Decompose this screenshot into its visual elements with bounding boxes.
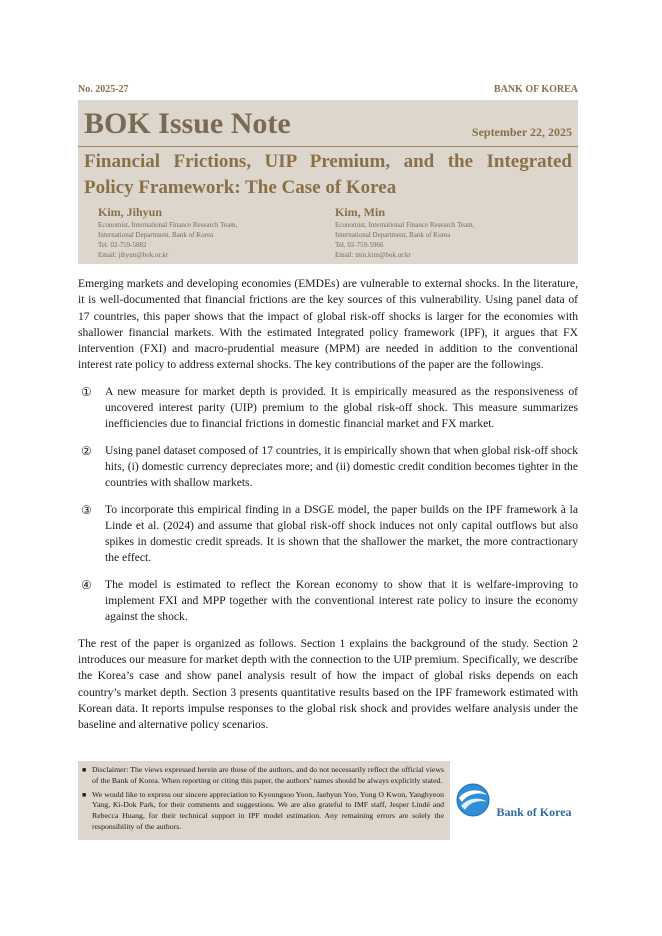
paper-title: Financial Frictions, UIP Premium, and the Integrated Policy Framework: The Case of Korea — [84, 151, 572, 198]
item-number: ① — [81, 384, 92, 399]
footer — [78, 761, 578, 840]
list-item — [78, 443, 578, 492]
author-tel: Tel. 02-759-5966 — [335, 241, 384, 249]
author-email: Email: jihyun@bok.or.kr — [98, 251, 169, 259]
disclaimer-note — [82, 765, 444, 787]
contributions-list — [78, 384, 578, 626]
disclaimer-text: Disclaimer: The views expressed herein are those of the authors, and do not necessarily reflect the official views of the Bank of Korea. When reporting or citing this paper, the authors’ names should be always explicitly stated. — [92, 765, 444, 785]
outro-paragraph: The rest of the paper is organized as follows. Section 1 explains the background of the study. Section 2 introduces our measure for market depth with the connection to the UIP premium. Specifically, we describe the Korea’s case and show panel analysis result of how the impact of global risks depends on each country’s market depth. Section 3 presents quantitative results based on the IPF framework estimated with Korean data. It reports impulse responses to the global risk shock and provides welfare analysis under the baseline and alternative policy scenarios. — [78, 636, 578, 732]
issue-number: No. 2025-27 — [78, 83, 129, 95]
list-item — [78, 384, 578, 433]
item-number: ④ — [81, 577, 92, 592]
acknowledgement-text: We would like to express our sincere appreciation to Kyoungsoo Yoon, Jaehyun Yoo, Yong O Kwon, Yanghyeon Yang, Ki-Dok Park, for their comments and suggestions. We are also grateful to IMF staff, Jesper Lindé and Rebecca Huang, for their technical support in IPF model estimation. Any remaining errors are solely the responsibility of the authors. — [92, 789, 444, 831]
item-text: Using panel dataset composed of 17 countries, it is empirically shown that when global risk-off shock hits, (i) domestic currency depreciates more; and (ii) domestic credit condition becomes tighter in the countries with shallow markets. — [105, 443, 578, 490]
author-block — [98, 205, 335, 260]
author-name: Kim, Jihyun — [98, 205, 163, 219]
list-item — [78, 577, 578, 626]
author-affiliation: International Department, Bank of Korea — [335, 231, 451, 239]
item-text: To incorporate this empirical finding in a DSGE model, the paper builds on the IPF framework à la Linde et al. (2024) and assume that global risk-off shock induces not only capital outflows but also spikes in domestic credit spreads. It is shown that the shallower the market, the more contractionary the effect. — [105, 502, 578, 565]
author-email: Email: min.kim@bok.or.kr — [335, 251, 411, 259]
author-block — [335, 205, 572, 260]
item-number: ③ — [81, 502, 92, 517]
title-row — [78, 100, 578, 147]
publication-title: BOK Issue Note — [84, 107, 291, 140]
author-tel: Tel. 02-759-5882 — [98, 241, 147, 249]
organization-name: BANK OF KOREA — [493, 83, 578, 95]
author-affiliation: Economist, International Finance Research Team, — [98, 221, 238, 229]
bank-logo-icon — [456, 783, 490, 817]
acknowledgement-note — [82, 790, 444, 833]
list-item — [78, 502, 578, 567]
bullet-icon: ■ — [82, 766, 87, 774]
publication-date: September 22, 2025 — [471, 125, 572, 139]
authors — [78, 203, 578, 264]
bank-logo-text: Bank of Korea — [496, 804, 572, 819]
bank-logo — [450, 761, 578, 840]
author-affiliation: Economist, International Finance Research Team, — [335, 221, 475, 229]
author-name: Kim, Min — [335, 205, 385, 219]
top-bar — [78, 78, 578, 100]
bullet-icon: ■ — [82, 790, 87, 799]
header-box — [78, 100, 578, 264]
page — [78, 78, 578, 733]
item-number: ② — [81, 443, 92, 458]
author-affiliation: International Department, Bank of Korea — [98, 231, 214, 239]
item-text: The model is estimated to reflect the Korean economy to show that it is welfare-improving to implement FXI and MPP together with the conventional interest rate policy to insure the economy against the shock. — [105, 577, 578, 624]
intro-paragraph: Emerging markets and developing economies (EMDEs) are vulnerable to external shocks. In the literature, it is well-documented that financial frictions are the key sources of this vulnerability. Using panel data of 17 countries, this paper shows that the impact of global risk-off shocks is larger for the economies with shallower financial markets. With the estimated Integrated policy framework (IPF), it argues that FX intervention (FXI) and macro-prudential measure (MPM) are needed in addition to the conventional interest rate policy to address external shocks. The key contributions of the paper are the followings. — [78, 277, 578, 372]
item-text: A new measure for market depth is provided. It is empirically measured as the responsiveness of uncovered interest parity (UIP) premium to the global risk-off shock. This measure summarizes inefficiencies due to financial frictions in domestic financial market and FX market. — [105, 384, 578, 431]
footnote-box — [78, 761, 450, 840]
